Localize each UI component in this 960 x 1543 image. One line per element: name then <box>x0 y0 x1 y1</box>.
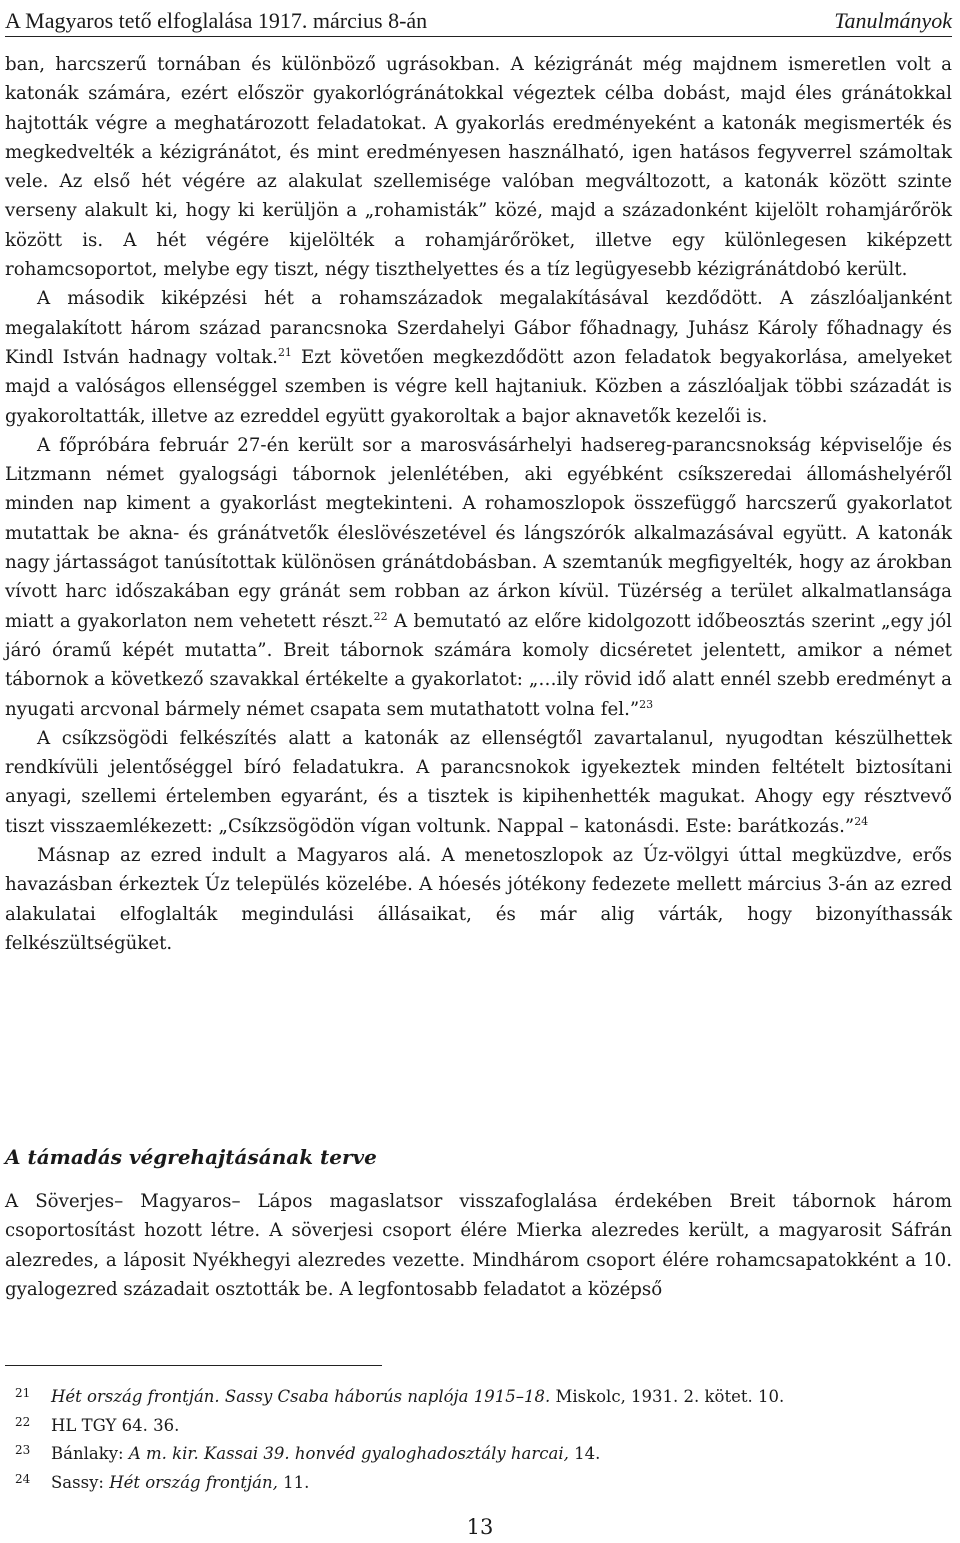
footnote-item: 22 HL TGY 64. 36. <box>5 1412 952 1441</box>
header-title: A Magyaros tető elfoglalása 1917. március 8-án <box>5 8 428 33</box>
page-number: 13 <box>466 1515 494 1539</box>
footnote-item: 24 Sassy: Hét ország frontján, 11. <box>5 1469 952 1498</box>
paragraph: A Söverjes– Magyaros– Lápos magaslatsor visszafoglalása érdekében Breit tábornok három csoportosítást hozott létre. A söverjesi csoport élére Mierka alezredes került, a magyarosit Sáfrán alezredes, a láposit Nyékhegyi alezredes vezette. Mindhárom csoport élére rohamcsapatokként a 10. gyalogezred századait osztották be. A legfontosabb feladatot a középső <box>5 1191 952 1300</box>
footnote-number: 23 <box>15 1443 31 1457</box>
footnote-item: 21 Hét ország frontján. Sassy Csaba háborús naplója 1915–18. Miskolc, 1931. 2. kötet. 10. <box>5 1383 952 1412</box>
footnote-number: 22 <box>15 1414 31 1429</box>
paragraph: A második kiképzési hét a rohamszázadok megalakításával kezdődött. A zászlóaljanként megalakított három század parancsnoka Szerdahelyi Gábor főhadnagy, Juhász Károly főhadnagy és Kindl István hadnagy voltak.$^{21}$ Ezt követően megkezdődött azon feladatok begyakorlása, amelyeket majd a valóságos ellenséggel szemben is végre kell hajtaniuk. Közben a zászlóaljak többi századát is gyakoroltatták, illetve az ezreddel együtt gyakoroltak a bajor aknavetők kezelői is. <box>5 288 952 427</box>
section-heading: A támadás végrehajtásának terve <box>5 1145 377 1169</box>
footnote-ref[interactable]: 23 <box>639 697 654 711</box>
footnote-ref[interactable]: 21 <box>277 345 292 359</box>
footnotes <box>5 1383 952 1497</box>
running-header <box>5 0 952 37</box>
footnote-ref[interactable]: 22 <box>373 609 388 623</box>
paragraph: ban, harcszerű tornában és különböző ugrásokban. A kézigránát még majdnem ismeretlen volt a katonák számára, ezért először gyakorlógránátokkal végeztek célba dobást, majd éles gránátokkal hajtották végre a meghatározott feladatokat. A gyakorlás eredményeként a katonák megismerték és megkedvelték a kézigránátot, és mint eredményesen használható, igen hatásos fegyverrel számoltak vele. Az első hét végére az alakulat szellemisége valóban megváltozott, a katonák között szinte verseny alakult ki, hogy ki kerüljön a „rohamisták” közé, majd a századonként kijelölt rohamjárőrök között is. A hét végére kijelölték a rohamjárőröket, illetve egy különlegesen kiképzett rohamcsoportot, melybe egy tiszt, négy tiszthelyettes és a tíz legügyesebb kézigránátdobó került. <box>5 54 952 281</box>
footnote-divider <box>5 1365 382 1366</box>
footnote-number: 24 <box>15 1471 31 1486</box>
body-text <box>5 50 952 958</box>
footnote-number: 21 <box>15 1386 31 1400</box>
section-body <box>5 1187 952 1304</box>
footnote-ref[interactable]: 24 <box>854 814 869 828</box>
paragraph: A főpróbára február 27-én került sor a marosvásárhelyi hadsereg-parancsnokság képviselője és Litzmann német gyalogsági tábornok jelenlétében, aki egyébként csíkszeredai állomáshelyéről minden nap kiment a gyakorlást megtekinteni. A rohamoszlopok összefüggő harcszerű gyakorlatot mutattak be akna- és gránátvetők éleslövészetével és lángszórók alkalmazásával együtt. A katonák nagy jártasságot tanúsítottak különösen gránátdobásban. A szemtanúk megfigyelték, hogy az árokban vívott harc időszakában egy gránát sem robban az árkon kívül. Tüzérség a terület alkalmatlansága miatt a gyakorlaton nem vehetett részt.$^{22}$ A bemutató az előre kidolgozott időbeosztás szerint „egy jól járó óramű képét mutatta”. Breit tábornok számára komoly dicséretet jelentett, amikor a német tábornok a következő szavakkal értékelte a gyakorlatot: „…ily rövid idő alatt ennél szebb eredményt a nyugati arcvonal bármely német csapata sem mutathatott volna fel.”$^{23}$ <box>5 434 952 720</box>
footnote-item: 23 Bánlaky: A m. kir. Kassai 39. honvéd gyaloghadosztály harcai, 14. <box>5 1440 952 1469</box>
paragraph: Másnap az ezred indult a Magyaros alá. A menetoszlopok az Úz-völgyi úttal megküzdve, erős havazásban érkeztek Úz település közelébe. A hóesés jótékony fedezete mellett március 3-án az ezred alakulatai elfoglalták megindulási állásaikat, és már alig várták, hogy bizonyíthassák felkészültségüket. <box>5 845 952 954</box>
header-section: Tanulmányok <box>834 8 952 33</box>
paragraph: A csíkzsögödi felkészítés alatt a katonák az ellenségtől zavartalanul, nyugodtan készülhettek rendkívüli jelentőséggel bíró feladatukra. A parancsnokok igyekeztek minden feltételt biztosítani anyagi, szellemi értelemben egyaránt, és a tisztek is kipihenhették magukat. Ahogy egy résztvevő tiszt visszaemlékezett: „Csíkzsögödön vígan voltunk. Nappal – katonásdi. Este: barátkozás.”$^{24}$ <box>5 727 952 837</box>
